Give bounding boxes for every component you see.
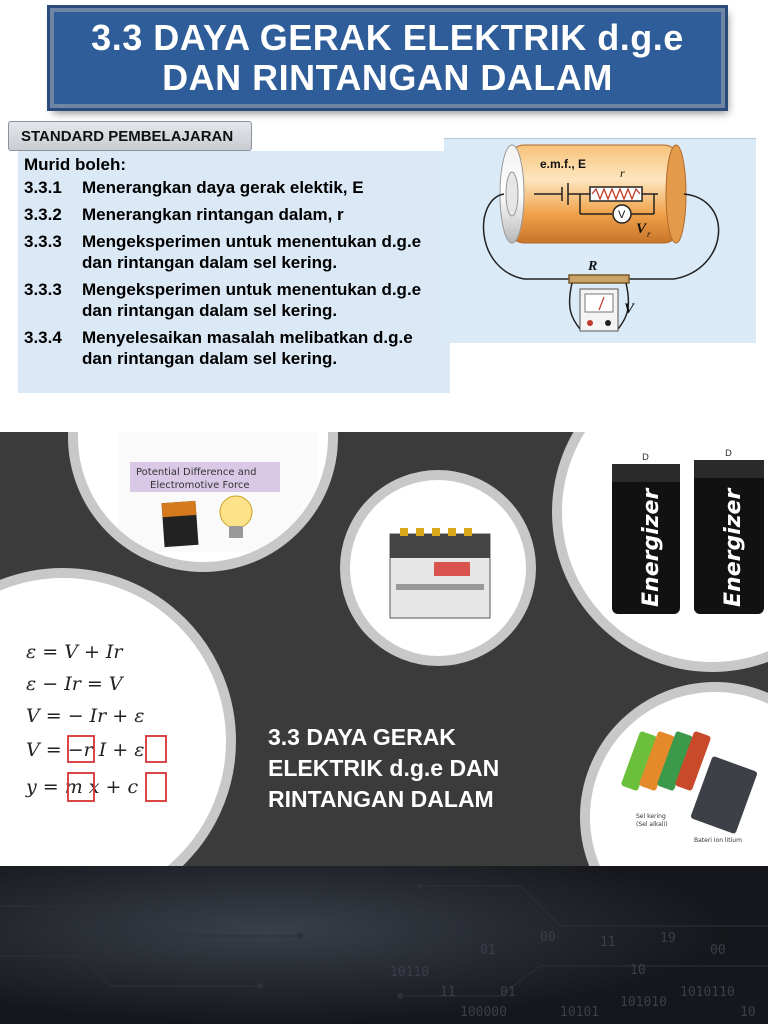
cell-label-3: Bateri ion litium bbox=[694, 837, 742, 844]
meter-icon bbox=[580, 289, 618, 331]
svg-text:D: D bbox=[725, 449, 732, 459]
circle-energizer-image bbox=[552, 432, 768, 672]
objective-text: Mengeksperimen untuk menentukan d.g.e dan rintangan dalam sel kering. bbox=[82, 232, 422, 272]
R-label: R bbox=[588, 259, 598, 274]
equation-line: y = m x + c bbox=[26, 776, 139, 798]
voltmeter-icon: V bbox=[618, 209, 626, 221]
objective-item bbox=[24, 231, 444, 273]
digit-text: 10110 bbox=[390, 965, 430, 980]
circle-cells-image bbox=[580, 682, 768, 866]
objective-text: Menerangkan rintangan dalam, r bbox=[82, 205, 344, 224]
equation-line: ε − Ir = V bbox=[26, 673, 123, 695]
d-cell-battery-icon bbox=[612, 453, 680, 614]
objective-item bbox=[24, 327, 444, 369]
digit-text: 1010110 bbox=[680, 985, 735, 1000]
slide-learning-standard bbox=[0, 0, 768, 432]
objective-number: 3.3.4 bbox=[24, 328, 62, 347]
slide-tech-background bbox=[0, 866, 768, 1024]
digit-text: 19 bbox=[660, 931, 676, 946]
digit-text: 10101 bbox=[560, 1005, 600, 1020]
title-banner bbox=[50, 8, 725, 108]
aa-cells-icon bbox=[621, 731, 712, 792]
objective-text: Menyelesaikan masalah melibatkan d.g.e dan rintangan dalam sel kering. bbox=[82, 328, 413, 368]
objective-item bbox=[24, 279, 444, 321]
title-line-1: 3.3 DAYA GERAK ELEKTRIK d.g.e bbox=[91, 17, 684, 58]
digit-text: 01 bbox=[500, 985, 516, 1000]
cell-label-1: Sel kering bbox=[636, 813, 666, 820]
battery-9v-icon bbox=[162, 501, 199, 547]
sticker-line-1: Potential Difference and bbox=[136, 467, 257, 478]
digit-text: 10 bbox=[740, 1005, 756, 1020]
slide-title-collage bbox=[0, 432, 768, 866]
digit-text: 11 bbox=[600, 935, 616, 950]
collage-title: 3.3 DAYA GERAK ELEKTRIK d.g.e DAN RINTANGAN DALAM bbox=[268, 724, 500, 812]
d-cell-battery-icon bbox=[694, 449, 764, 614]
vr-subscript: r bbox=[647, 229, 651, 239]
objective-number: 3.3.3 bbox=[24, 280, 62, 299]
energizer-label: Energizer bbox=[721, 488, 746, 607]
circle-car-battery-image bbox=[340, 470, 536, 666]
objective-number: 3.3.3 bbox=[24, 232, 62, 251]
lithium-battery-icon bbox=[690, 756, 758, 834]
equation-line: ε = V + Ir bbox=[26, 641, 123, 663]
title-line-2: DAN RINTANGAN DALAM bbox=[162, 57, 613, 98]
objective-item bbox=[24, 204, 444, 225]
equation-line: V = − Ir + ε bbox=[26, 705, 145, 727]
standard-panel bbox=[18, 151, 450, 393]
cell-label-2: (Sel alkali) bbox=[636, 821, 668, 828]
digit-text: 00 bbox=[540, 930, 556, 945]
emf-label: e.m.f., E bbox=[540, 157, 587, 171]
digit-text: 11 bbox=[440, 985, 456, 1000]
car-battery-icon bbox=[390, 528, 490, 618]
standard-tab: STANDARD PEMBELAJARAN bbox=[8, 121, 252, 151]
r-label: r bbox=[620, 166, 625, 180]
svg-text:D: D bbox=[642, 453, 649, 463]
circle-equations-image bbox=[0, 568, 236, 866]
digit-text: 100000 bbox=[460, 1005, 507, 1020]
equation-line: V = −r I + ε bbox=[26, 739, 145, 761]
circuit-background-art bbox=[0, 866, 768, 1024]
circuit-diagram bbox=[444, 138, 756, 343]
objective-number: 3.3.2 bbox=[24, 205, 62, 224]
digit-text: 01 bbox=[480, 943, 496, 958]
panel-intro: Murid boleh: bbox=[24, 155, 126, 174]
energizer-label: Energizer bbox=[639, 488, 664, 607]
digit-text: 00 bbox=[710, 943, 726, 958]
objective-text: Menerangkan daya gerak elektik, E bbox=[82, 178, 364, 197]
circle-sticker-image bbox=[68, 432, 338, 572]
objective-text: Mengeksperimen untuk menentukan d.g.e dan rintangan dalam sel kering. bbox=[82, 280, 422, 320]
sticker-line-2: Electromotive Force bbox=[150, 480, 250, 491]
digit-text: 101010 bbox=[620, 995, 667, 1010]
objective-item bbox=[24, 177, 444, 198]
vr-label: V bbox=[636, 221, 647, 237]
digit-text: 10 bbox=[630, 963, 646, 978]
objective-number: 3.3.1 bbox=[24, 178, 62, 197]
V-label: V bbox=[624, 301, 635, 317]
